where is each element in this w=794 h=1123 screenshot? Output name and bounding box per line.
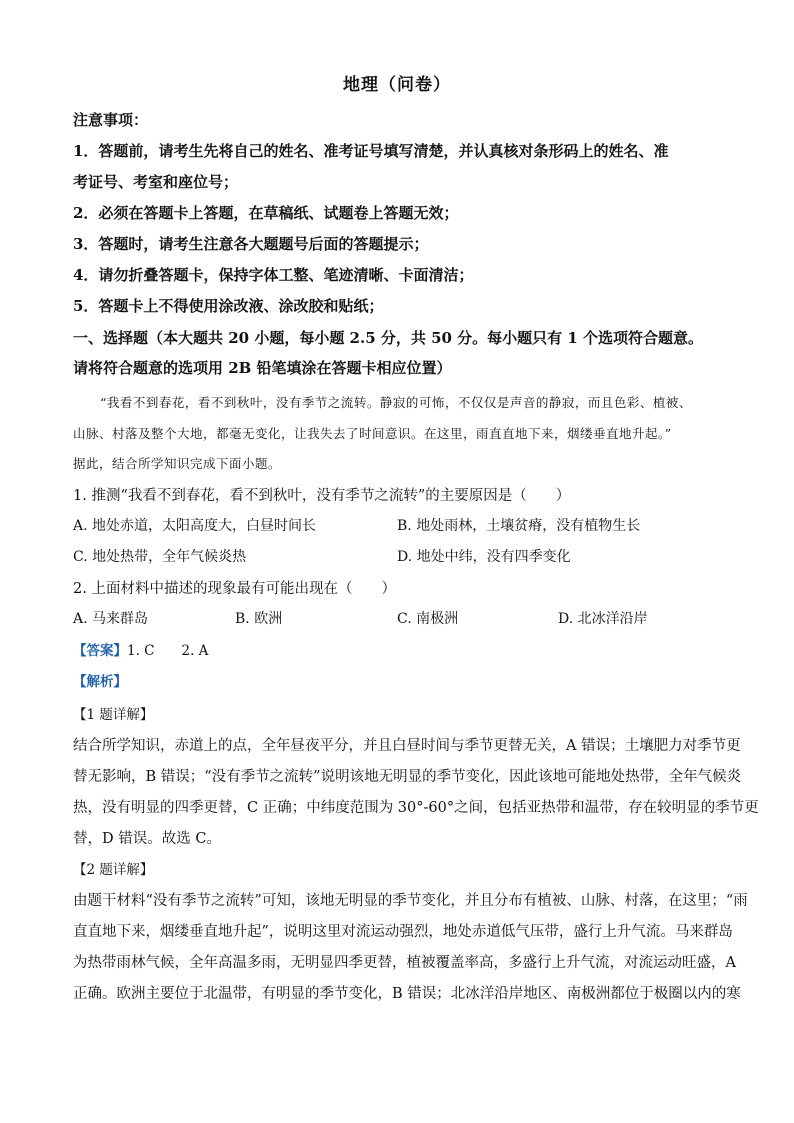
notice-item: 2．必须在答题卡上答题，在草稿纸、试题卷上答题无效； — [73, 204, 459, 222]
section-heading: 一、选择题（本大题共 20 小题，每小题 2.5 分，共 50 分。每小题只有 1 个选项符合题意。 — [73, 329, 704, 347]
question-option: D. 北冰洋沿岸 — [558, 611, 648, 627]
material-text: “我看不到春花，看不到秋叶，没有季节之流转。静寂的可怖，不仅仅是声音的静寂，而且色彩、植被、 — [100, 395, 692, 410]
notice-item: 1．答题前，请考生先将自己的姓名、准考证号填写清楚，并认真核对条形码上的姓名、准 — [73, 142, 669, 160]
detail-text: 结合所学知识，赤道上的点，全年昼夜平分，并且白昼时间与季节更替无关，A 错误；土壤肥力对季节更 — [73, 738, 741, 754]
question-option: C. 南极洲 — [397, 611, 459, 627]
detail-text: 为热带雨林气候，全年高温多雨，无明显四季更替，植被覆盖率高，多盛行上升气流，对流运动旺盛，A — [73, 955, 736, 971]
notice-item: 4．请勿折叠答题卡，保持字体工整、笔迹清晰、卡面清洁； — [73, 266, 474, 284]
notice-heading: 注意事项： — [73, 111, 149, 129]
page-title: 地理（问卷） — [343, 75, 451, 95]
question-option: D. 地处中纬，没有四季变化 — [397, 549, 571, 565]
question-stem: 1. 推测“我看不到春花，看不到秋叶，没有季节之流转”的主要原因是（ ） — [73, 488, 571, 504]
question-option: B. 欧洲 — [235, 611, 283, 627]
question-option: C. 地处热带，全年气候炎热 — [73, 549, 247, 565]
question-option: A. 马来群岛 — [73, 611, 149, 627]
question-option: B. 地处雨林，土壤贫瘠，没有植物生长 — [397, 518, 641, 534]
answer-label: 【答案】 — [73, 643, 127, 659]
answer-text: 1. C 2. A — [127, 643, 209, 659]
detail-label: 【1 题详解】 — [73, 707, 154, 723]
detail-text: 替，D 错误。故选 C。 — [73, 831, 221, 847]
notice-item: 3．答题时，请考生注意各大题题号后面的答题提示； — [73, 235, 429, 253]
detail-text: 正确。欧洲主要位于北温带，有明显的季节变化，B 错误；北冰洋沿岸地区、南极洲都位于极圈以内的寒 — [73, 986, 741, 1002]
material-text: 山脉、村落及整个大地，都毫无变化，让我失去了时间意识。在这里，雨直直地下来，烟缕垂直地升起。” — [73, 426, 672, 441]
notice-item: 考证号、考室和座位号； — [73, 173, 239, 191]
question-stem: 2. 上面材料中描述的现象最有可能出现在（ ） — [73, 581, 396, 597]
detail-text: 热，没有明显的四季更替，C 正确；中纬度范围为 30°-60°之间，包括亚热带和温带，存在较明显的季节更 — [73, 800, 759, 816]
detail-text: 替无影响，B 错误；“没有季节之流转”说明该地无明显的季节变化，因此该地可能地处热带，全年气候炎 — [73, 769, 742, 785]
answer-row — [73, 639, 208, 659]
section-heading-cont: 请将符合题意的选项用 2B 铅笔填涂在答题卡相应位置） — [73, 359, 452, 377]
detail-text: 直直地下来，烟缕垂直地升起”，说明这里对流运动强烈，地处赤道低气压带，盛行上升气流。马来群岛 — [73, 924, 733, 940]
detail-text: 由题干材料“没有季节之流转”可知，该地无明显的季节变化，并且分布有植被、山脉、村落，在这里；“雨 — [73, 893, 748, 909]
detail-label: 【2 题详解】 — [73, 862, 154, 878]
notice-item: 5．答题卡上不得使用涂改液、涂改胶和贴纸； — [73, 297, 384, 315]
material-text: 据此，结合所学知识完成下面小题。 — [73, 456, 282, 471]
question-option: A. 地处赤道，太阳高度大，白昼时间长 — [73, 518, 317, 534]
analysis-label: 【解析】 — [73, 674, 127, 690]
